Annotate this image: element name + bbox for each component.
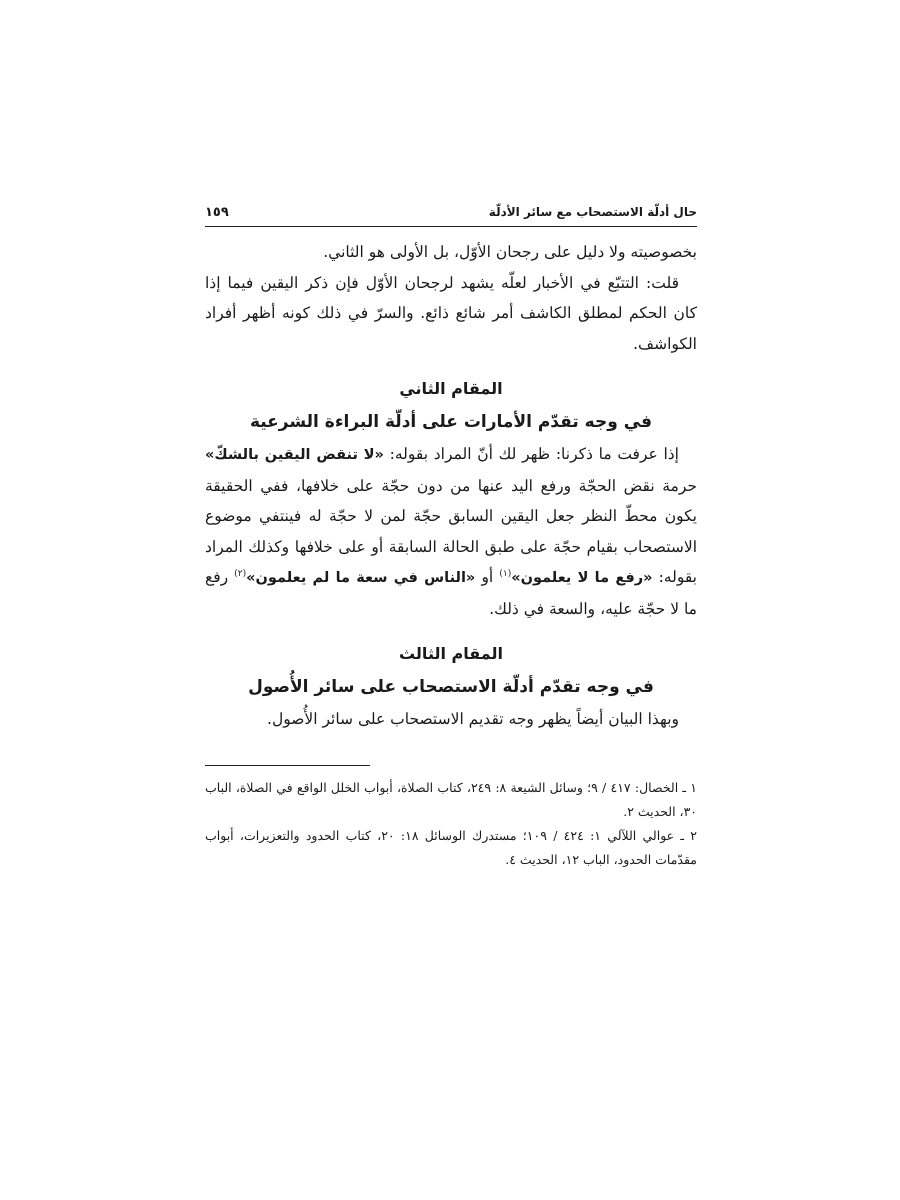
hadith-quote-3: «الناس في سعة ما لم يعلمون» xyxy=(246,570,476,586)
section-3-paragraph: وبهذا البيان أيضاً يظهر وجه تقديم الاستصحاب على سائر الأُصول. xyxy=(267,710,679,728)
section-2-subtitle: في وجه تقدّم الأمارات على أدلّة البراءة الشرعية xyxy=(249,412,653,432)
book-page xyxy=(205,200,697,872)
footnote-ref-1[interactable]: (١) xyxy=(499,568,512,579)
footnote-2: ٢ ـ عوالي اللآلي ١: ٤٢٤ / ١٠٩؛ مستدرك الوسائل ١٨: ٢٠، كتاب الحدود والتعزيرات، أبواب مقدّمات الحدود، الباب ١٢، الحديث ٤. xyxy=(205,827,698,867)
section-2-title: المقام الثاني xyxy=(399,379,503,398)
section-2-intro: إذا عرفت ما ذكرنا: ظهر لك أنّ المراد بقوله: xyxy=(383,445,679,463)
section-3-subtitle: في وجه تقدّم أدلّة الاستصحاب على سائر الأُصول xyxy=(248,677,654,697)
paragraph-continuation: بخصوصيته ولا دليل على رجحان الأوّل، بل الأولى هو الثاني. xyxy=(323,243,697,261)
section-2-middle-1: حرمة نقض الحجّة ورفع اليد عنها من دون حجّة على خلافها، ففي الحقيقة يكون محطّ النظر جعل اليقين السابق حجّة لمن لا حجّة له فينتفي موضوع الاستصحاب بقيام حجّة على طبق الحالة السابقة أو على خلافها وكذلك المراد بقوله: xyxy=(205,476,697,586)
section-2-end: رفع ما لا حجّة عليه، والسعة في ذلك. xyxy=(205,568,697,618)
footnote-1: ١ ـ الخصال: ٤١٧ / ٩؛ وسائل الشيعة ٨: ٢٤٩، كتاب الصلاة، أبواب الخلل الواقع في الصلاة، الباب ٣٠، الحديث ٢. xyxy=(205,779,698,819)
section-3-title: المقام الثالث xyxy=(398,644,503,663)
header-rule xyxy=(205,226,697,227)
section-2-paragraph xyxy=(205,439,697,624)
footnote-ref-2[interactable]: (٢) xyxy=(234,568,247,579)
hadith-quote-1: «لا تنقض اليقين بالشكّ» xyxy=(205,447,384,463)
footnote-rule xyxy=(205,765,370,766)
running-head xyxy=(205,200,697,224)
section-2-middle-2: أو xyxy=(475,568,500,586)
running-head-title: حال أدلّة الاستصحاب مع سائر الأدلّة xyxy=(488,205,697,219)
paragraph-response: قلت: التتبّع في الأخبار لعلّه يشهد لرجحان الأوّل فإن ذكر اليقين فيما إذا كان الحكم لمطلق الكاشف أمر شائع ذائع. والسرّ في ذلك كونه أظهر أفراد الكواشف. xyxy=(205,273,697,353)
hadith-quote-2: «رفع ما لا يعلمون» xyxy=(511,570,653,586)
page-number: ١٥٩ xyxy=(205,205,229,220)
